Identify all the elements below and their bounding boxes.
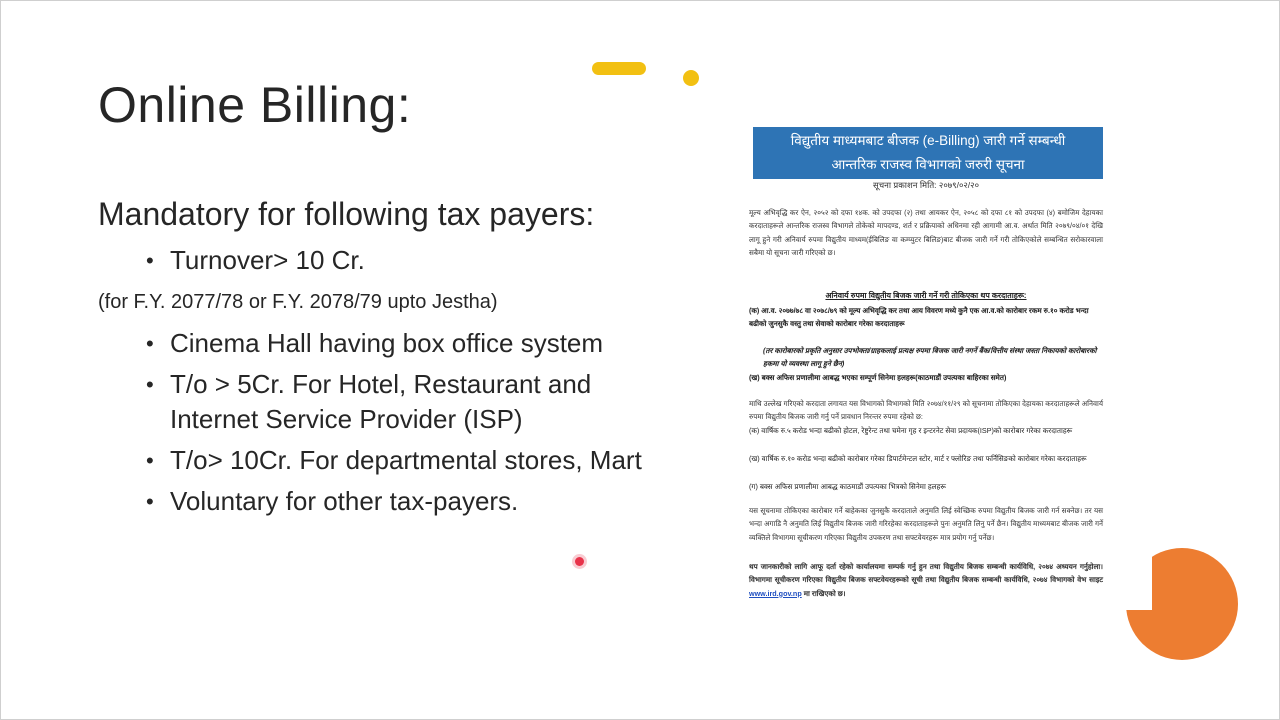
decor-yellow-dash — [592, 62, 646, 75]
bullet-dot-icon: • — [146, 448, 154, 473]
notice-item-ka-note: (तर कारोबारको प्रकृति अनुसार उपभोक्ता/ग्राहकलाई प्रत्यक्ष रुपमा बिजक जारी नगर्ने बैंक/वित्तीय संस्था जस्ता निकायको कारोबारको हकमा यो व्यवस्था लागू हुने छैन) — [763, 346, 1097, 368]
bullet-dot-icon: • — [146, 372, 154, 397]
notice-paragraph-3: यस सूचनामा तोकिएका कारोबार गर्ने बाहेकका जुनसुकै करदाताले अनुमति लिई स्वेच्छिक रुपमा विद्युतीय बिजक जारी गर्न सक्नेछ। तर यस भन्दा अगाडि नै अनुमति लिई विद्युतीय बिजक जारी गरिरहेका करदाताहरूले पुनः अनुमति लिनु पर्ने छैन। विद्युतीय माध्यमबाट बीजक जारी गर्ने व्यक्तिले विभागमा सूचीकरण गरिएका विद्युतीय उपकरण तथा सफ्टवेयरहरू मात्र प्रयोग गर्नु पर्नेछ। — [749, 506, 1103, 542]
laser-pointer-icon — [575, 557, 584, 566]
slide-title: Online Billing: — [98, 77, 412, 133]
bullet-item — [142, 367, 662, 437]
notice-date: सूचना प्रकाशन मिति: २०७९/०२/२० — [873, 180, 979, 190]
notice-header-line1: विद्युतीय माध्यमबाट बीजक (e-Billing) जारी गर्ने सम्बन्धी — [790, 133, 1066, 148]
bullet-item — [142, 443, 662, 478]
notice-paragraph-4-text: थप जानकारीको लागि आफू दर्ता रहेको कार्यालयमा सम्पर्क गर्नु हुन तथा विद्युतीय बिजक सम्बन्धी कार्यविधि, २०७४ अध्ययन गर्नुहोला। विभागमा सूचीकरण गरिएका विद्युतीय बिजक सफ्टवेयरहरूको सूची तथा विद्युतीय बिजक सम्बन्धी कार्यविधि, २०७४ विभागको वेभ साइट — [749, 562, 1103, 585]
notice-header-line2: आन्तरिक राजस्व विभागको जरुरी सूचना — [831, 157, 1025, 172]
slide-heading: Mandatory for following tax payers: — [98, 196, 595, 232]
notice-paragraph-2: माथि उल्लेख गरिएको करदाता लगायत यस विभागको विभागको मिति २०७४/११/२९ को सूचनामा तोकिएका देहायका करदाताहरूले अनिवार्य रुपमा विद्युतीय बिजक जारी गर्नु पर्ने प्रावधान निरन्तर रुपमा रहेको छ: — [749, 399, 1103, 422]
bullet-text: Turnover> 10 Cr. — [170, 245, 365, 275]
bullet-text: T/o> 10Cr. For departmental stores, Mart — [170, 445, 642, 475]
ird-website-link[interactable]: www.ird.gov.np — [749, 588, 802, 598]
bullet-dot-icon: • — [146, 248, 154, 273]
notice-item2-kha: (ख) वार्षिक रु.१० करोड भन्दा बढीको कारोबार गरेका डिपार्टमेन्टल स्टोर, मार्ट र फ्लोरिङ तथा फर्निसिङको कारोबार गरेका करदाताहरू — [749, 454, 1087, 463]
bullet-list-top — [142, 243, 365, 284]
bullet-text: Cinema Hall having box office system — [170, 328, 604, 358]
notice-item-ka: (क) आ.व. २०७७/७८ वा २०७८/७९ को मूल्य अभिवृद्धि कर तथा आय विवरण मध्ये कुनै एक आ.व.को कारोबार रकम रु.१० करोड भन्दा बढीको जुनसुकै वस्तु तथा सेवाको कारोबार गरेका करदाताहरू — [749, 306, 1089, 328]
notice-paragraph-4 — [749, 560, 1103, 600]
notice-item2-ka: (क) वार्षिक रु.५ करोड भन्दा बढीको होटल, रेष्टुरेन्ट तथा चमेना गृह र इन्टरनेट सेवा प्रदायक(ISP)को कारोबार गरेका करदाताहरू — [749, 426, 1073, 435]
bullet-dot-icon: • — [146, 331, 154, 356]
decor-orange-cut — [1126, 548, 1152, 610]
notice-item2-ga: (ग) बक्स अफिस प्रणालीमा आबद्ध काठमाडौं उपत्यका भित्रको सिनेमा हलहरू — [749, 482, 946, 491]
bullet-dot-icon: • — [146, 489, 154, 514]
bullet-text: Voluntary for other tax-payers. — [170, 486, 519, 516]
notice-document-image — [740, 120, 1112, 630]
notice-subheading: अनिवार्य रुपमा विद्युतीय बिजक जारी गर्ने गरी तोकिएका थप करदाताहरू: — [825, 291, 1027, 300]
bullet-text: T/o > 5Cr. For Hotel, Restaurant and Internet Service Provider (ISP) — [170, 369, 592, 434]
bullet-list-bottom — [142, 326, 662, 525]
notice-item-kha: (ख) बक्स अफिस प्रणालीमा आबद्ध भएका सम्पूर्ण सिनेमा हलहरू(काठमाडौं उपत्यका बाहिरका समेत) — [749, 373, 1007, 382]
bullet-item — [142, 326, 662, 361]
bullet-item — [142, 243, 365, 278]
notice-header — [753, 127, 1103, 179]
notice-paragraph-1: मूल्य अभिवृद्धि कर ऐन, २०५२ को दफा १४क. को उपदफा (२) तथा आयकर ऐन, २०५८ को दफा ८१ को उपदफा (४) बमोजिम देहायका करदाताहरूले आन्तरिक राजस्व विभागले तोकेको मापदण्ड, शर्त र प्रक्रियाको अधिनमा रही आगामी आ.व. अर्थात मिति २०७९/०४/०१ देखि लागू हुने गरी अनिवार्य रुपमा विद्युतीय माध्यम(ईबिलिङ वा कम्प्युटर बिलिङ)बाट बीजक जारी गर्ने गरी तोकिएकोले सम्बन्धित सरोकारवाला सबैमा यो सूचना जारी गरिएको छ। — [749, 208, 1103, 258]
fiscal-year-note: (for F.Y. 2077/78 or F.Y. 2078/79 upto Jestha) — [98, 291, 498, 313]
bullet-item — [142, 484, 662, 519]
notice-paragraph-4-end: मा राखिएको छ। — [803, 588, 846, 598]
decor-yellow-dot — [683, 70, 699, 86]
